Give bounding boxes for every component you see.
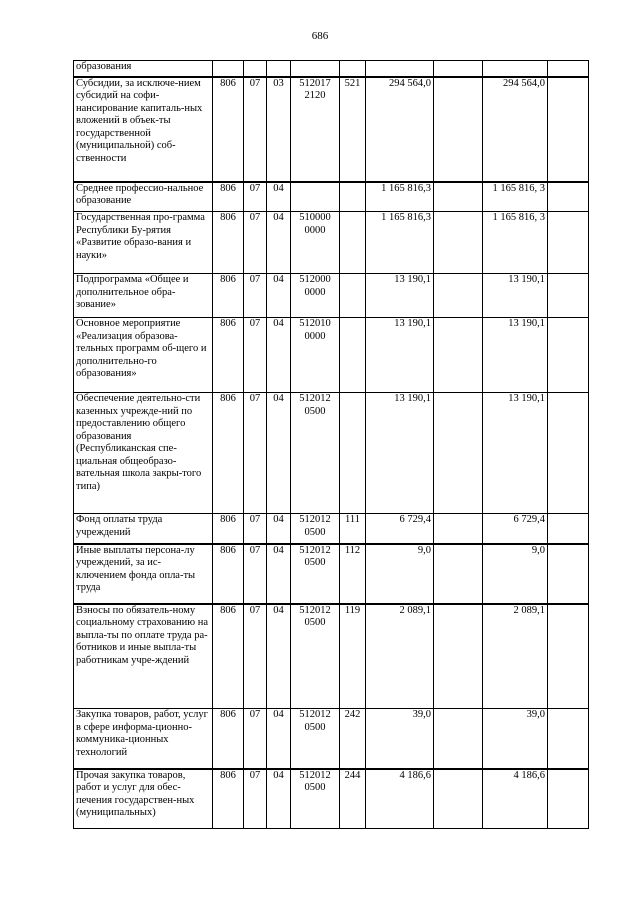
cell-vr [340, 274, 366, 318]
cell-vr: 119 [340, 604, 366, 709]
cell-vr: 521 [340, 77, 366, 182]
cell-name: Прочая закупка товаров, работ и услуг для обес-печения государствен-ных (муниципальных) [74, 769, 213, 829]
cell-empty [434, 318, 483, 393]
cell-vr [340, 318, 366, 393]
cell-name: Государственная про-грамма Республики Бу-рятия «Развитие образо-вания и науки» [74, 212, 213, 274]
cell-gr: 806 [213, 604, 244, 709]
cell-gr: 806 [213, 182, 244, 212]
cell-rz: 07 [244, 544, 267, 604]
cell-sum2: 2 089,1 [483, 604, 548, 709]
cell-name: Среднее профессио-нальное образование [74, 182, 213, 212]
cell-sum [366, 61, 434, 77]
cell-sum2: 13 190,1 [483, 393, 548, 514]
cell-sum2: 13 190,1 [483, 318, 548, 393]
cell-pr: 04 [267, 544, 291, 604]
cell-gr: 806 [213, 769, 244, 829]
table-row [74, 212, 589, 274]
table-row [74, 604, 589, 709]
cell-empty [548, 514, 589, 544]
cell-name: образования [74, 61, 213, 77]
cell-sum2: 1 165 816, 3 [483, 182, 548, 212]
cell-sum2: 39,0 [483, 709, 548, 769]
cell-rz: 07 [244, 77, 267, 182]
cell-name: Фонд оплаты труда учреждений [74, 514, 213, 544]
cell-empty [434, 514, 483, 544]
cell-sum: 1 165 816,3 [366, 182, 434, 212]
cell-empty [548, 769, 589, 829]
cell-sum: 13 190,1 [366, 393, 434, 514]
cell-sum: 1 165 816,3 [366, 212, 434, 274]
cell-gr: 806 [213, 274, 244, 318]
cell-sum: 2 089,1 [366, 604, 434, 709]
cell-csr: 512012 0500 [291, 769, 340, 829]
table-row [74, 709, 589, 769]
cell-empty [434, 393, 483, 514]
cell-empty [548, 604, 589, 709]
budget-table [73, 60, 589, 829]
cell-sum2: 6 729,4 [483, 514, 548, 544]
cell-gr: 806 [213, 212, 244, 274]
cell-pr: 04 [267, 514, 291, 544]
cell-name: Обеспечение деятельно-сти казенных учрежде-ний по предоставлению общего образования (Республиканская спе-циальная общеобразо-вательная школа закры-того типа) [74, 393, 213, 514]
cell-rz: 07 [244, 514, 267, 544]
cell-pr [267, 61, 291, 77]
table-row [74, 182, 589, 212]
cell-sum: 13 190,1 [366, 318, 434, 393]
cell-empty [548, 318, 589, 393]
cell-name: Субсидии, за исключе-нием субсидий на софи-нансирование капиталь-ных вложений в объек-ты государственной (муниципальной) соб-ственности [74, 77, 213, 182]
cell-vr [340, 393, 366, 514]
cell-name: Подпрограмма «Общее и дополнительное обра-зование» [74, 274, 213, 318]
cell-rz [244, 61, 267, 77]
cell-empty [434, 182, 483, 212]
cell-rz: 07 [244, 182, 267, 212]
cell-name: Основное мероприятие «Реализация образова-тельных программ об-щего и дополнительно-го образования» [74, 318, 213, 393]
cell-sum2: 13 190,1 [483, 274, 548, 318]
cell-gr: 806 [213, 77, 244, 182]
table-row [74, 514, 589, 544]
cell-empty [548, 274, 589, 318]
cell-vr [340, 61, 366, 77]
table-row [74, 544, 589, 604]
cell-rz: 07 [244, 274, 267, 318]
cell-vr: 242 [340, 709, 366, 769]
cell-pr: 04 [267, 604, 291, 709]
cell-empty [434, 61, 483, 77]
cell-csr: 512012 0500 [291, 604, 340, 709]
cell-empty [434, 544, 483, 604]
cell-csr: 510000 0000 [291, 212, 340, 274]
cell-vr: 112 [340, 544, 366, 604]
cell-pr: 03 [267, 77, 291, 182]
cell-empty [434, 604, 483, 709]
cell-vr: 244 [340, 769, 366, 829]
cell-sum: 9,0 [366, 544, 434, 604]
cell-pr: 04 [267, 393, 291, 514]
table-row [74, 393, 589, 514]
cell-pr: 04 [267, 709, 291, 769]
cell-empty [548, 77, 589, 182]
cell-sum2: 294 564,0 [483, 77, 548, 182]
cell-vr: 111 [340, 514, 366, 544]
table-row [74, 77, 589, 182]
cell-csr: 512010 0000 [291, 318, 340, 393]
cell-rz: 07 [244, 709, 267, 769]
cell-sum2 [483, 61, 548, 77]
cell-pr: 04 [267, 182, 291, 212]
cell-csr: 512012 0500 [291, 514, 340, 544]
cell-gr: 806 [213, 544, 244, 604]
cell-sum2: 1 165 816, 3 [483, 212, 548, 274]
cell-sum2: 4 186,6 [483, 769, 548, 829]
table-row [74, 318, 589, 393]
cell-empty [548, 182, 589, 212]
cell-csr [291, 61, 340, 77]
cell-gr: 806 [213, 514, 244, 544]
cell-rz: 07 [244, 318, 267, 393]
cell-name: Взносы по обязатель-ному социальному страхованию на выпла-ты по оплате труда ра-ботников и иные выпла-ты работникам учре-ждений [74, 604, 213, 709]
cell-sum: 39,0 [366, 709, 434, 769]
cell-csr: 512017 2120 [291, 77, 340, 182]
cell-rz: 07 [244, 769, 267, 829]
cell-sum2: 9,0 [483, 544, 548, 604]
cell-pr: 04 [267, 318, 291, 393]
table-row [74, 274, 589, 318]
cell-gr [213, 61, 244, 77]
cell-sum: 294 564,0 [366, 77, 434, 182]
cell-empty [434, 274, 483, 318]
cell-vr [340, 182, 366, 212]
cell-csr: 512000 0000 [291, 274, 340, 318]
cell-pr: 04 [267, 212, 291, 274]
table-row [74, 61, 589, 77]
cell-sum: 6 729,4 [366, 514, 434, 544]
cell-empty [434, 212, 483, 274]
cell-empty [548, 61, 589, 77]
cell-pr: 04 [267, 769, 291, 829]
cell-csr [291, 182, 340, 212]
cell-empty [434, 709, 483, 769]
cell-empty [548, 393, 589, 514]
cell-pr: 04 [267, 274, 291, 318]
cell-sum: 13 190,1 [366, 274, 434, 318]
cell-empty [548, 544, 589, 604]
cell-csr: 512012 0500 [291, 709, 340, 769]
cell-empty [434, 77, 483, 182]
cell-rz: 07 [244, 212, 267, 274]
cell-gr: 806 [213, 709, 244, 769]
cell-vr [340, 212, 366, 274]
cell-empty [548, 709, 589, 769]
cell-csr: 512012 0500 [291, 544, 340, 604]
cell-rz: 07 [244, 604, 267, 709]
cell-gr: 806 [213, 393, 244, 514]
cell-empty [434, 769, 483, 829]
cell-gr: 806 [213, 318, 244, 393]
cell-sum: 4 186,6 [366, 769, 434, 829]
cell-name: Закупка товаров, работ, услуг в сфере информа-ционно-коммуника-ционных технологий [74, 709, 213, 769]
table-row [74, 769, 589, 829]
cell-csr: 512012 0500 [291, 393, 340, 514]
page-number: 686 [311, 30, 329, 42]
cell-rz: 07 [244, 393, 267, 514]
cell-name: Иные выплаты персона-лу учреждений, за ис-ключением фонда опла-ты труда [74, 544, 213, 604]
cell-empty [548, 212, 589, 274]
